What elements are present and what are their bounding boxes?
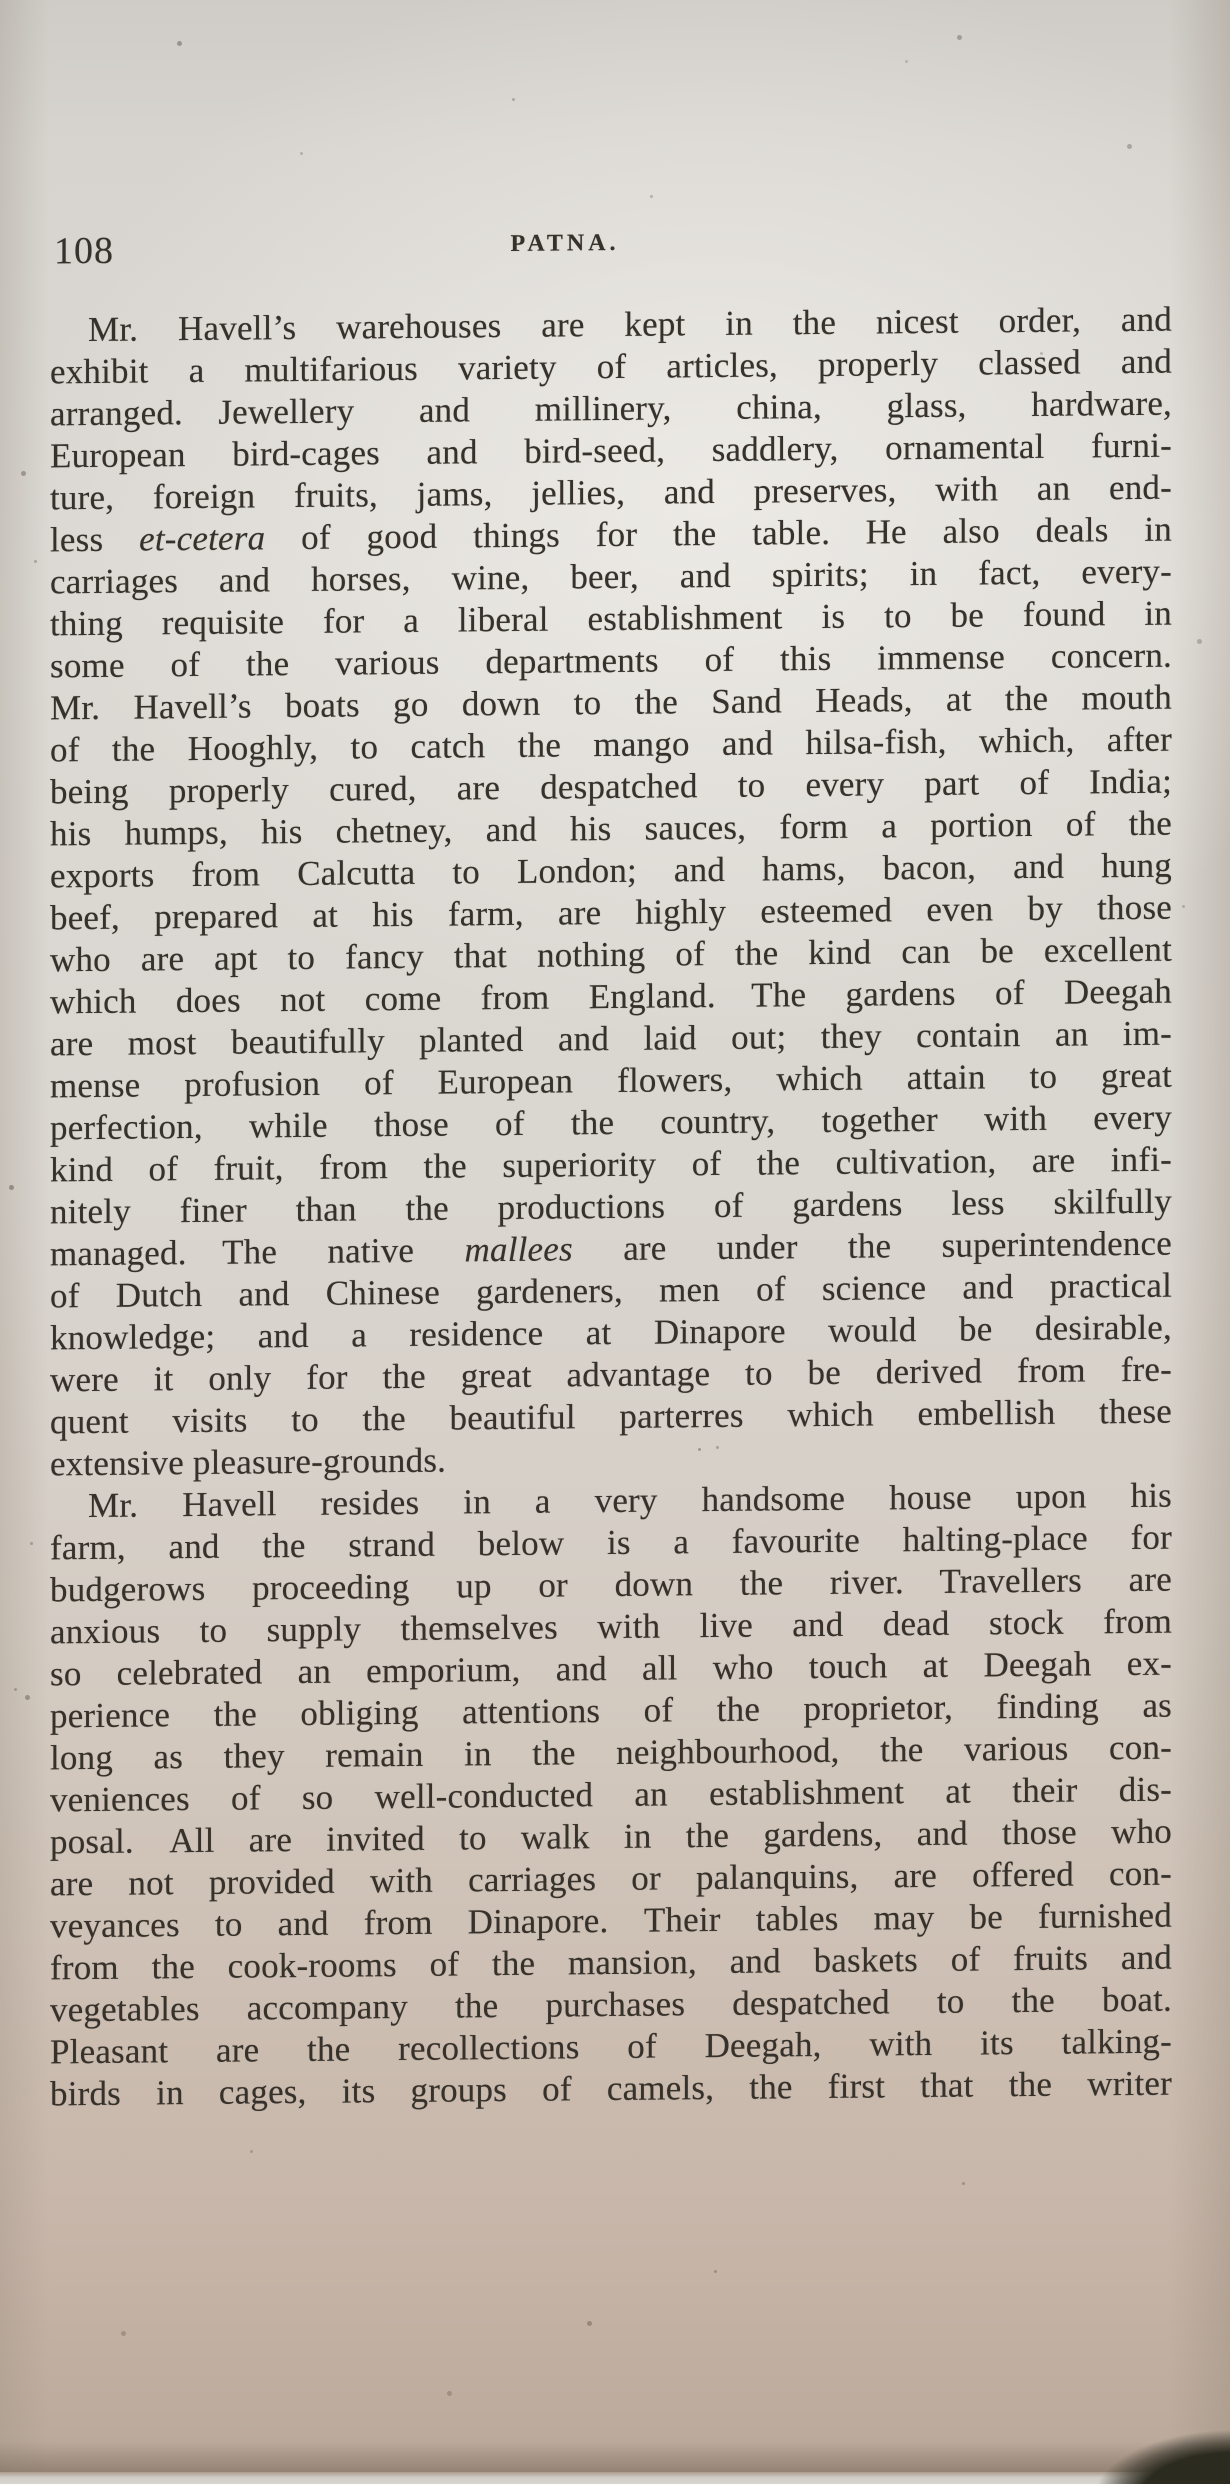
text-line: kind of fruit, from the superiority of the cultivation, are infi- — [50, 1139, 1172, 1190]
text-line: were it only for the great advantage to be derived from fre- — [50, 1349, 1172, 1400]
text-line: birds in cages, its groups of camels, the first that the writer — [50, 2063, 1172, 2114]
text-line: less et-cetera of good things for the table. He also deals in — [50, 509, 1172, 560]
text-line: who are apt to fancy that nothing of the kind can be excellent — [50, 929, 1172, 980]
text-line: beef, prepared at his farm, are highly esteemed even by those — [50, 887, 1172, 938]
text-line: perfection, while those of the country, together with every — [50, 1097, 1172, 1148]
text-line: posal. All are invited to walk in the gardens, and those who — [50, 1811, 1172, 1862]
text-line: being properly cured, are despatched to every part of India; — [50, 761, 1172, 812]
text-line: quent visits to the beautiful parterres which embellish these — [50, 1391, 1172, 1442]
text-line: veniences of so well-conducted an establishment at their dis- — [50, 1769, 1172, 1820]
text-line: are not provided with carriages or palanquins, are offered con- — [50, 1853, 1172, 1904]
text-line: extensive pleasure-grounds. — [50, 1440, 447, 1484]
text-line: veyances to and from Dinapore. Their tables may be furnished — [50, 1895, 1172, 1946]
text-line: Pleasant are the recollections of Deegah, with its talking- — [50, 2021, 1172, 2072]
text-line: perience the obliging attentions of the proprietor, finding as — [50, 1685, 1172, 1736]
text-line: from the cook-rooms of the mansion, and baskets of fruits and — [50, 1937, 1172, 1988]
text-line: arranged. Jewellery and millinery, china, glass, hardware, — [50, 383, 1172, 434]
text-line: so celebrated an emporium, and all who touch at Deegah ex- — [50, 1643, 1172, 1694]
text-line: nitely finer than the productions of gardens less skilfully — [50, 1181, 1172, 1232]
text-line: farm, and the strand below is a favourite halting-place for — [50, 1517, 1172, 1568]
text-line: some of the various departments of this immense concern. — [50, 635, 1172, 686]
text-line: carriages and horses, wine, beer, and spirits; in fact, every- — [50, 551, 1172, 602]
text-line: exhibit a multifarious variety of articles, properly classed and — [50, 341, 1172, 392]
text-line: which does not come from England. The gardens of Deegah — [50, 971, 1172, 1022]
page-corner-shadow — [1040, 2394, 1230, 2484]
text-line: exports from Calcutta to London; and hams, bacon, and hung — [50, 845, 1172, 896]
page-header — [50, 219, 1172, 310]
text-line: thing requisite for a liberal establishment is to be found in — [50, 593, 1172, 644]
text-line: European bird-cages and bird-seed, saddlery, ornamental furni- — [50, 425, 1172, 476]
text-line: budgerows proceeding up or down the river. Travellers are — [50, 1559, 1172, 1610]
running-header: PATNA. — [510, 229, 620, 257]
paper-speckles — [0, 0, 3, 3]
text-line: ture, foreign fruits, jams, jellies, and preserves, with an end- — [50, 467, 1172, 518]
text-line: vegetables accompany the purchases despatched to the boat. — [50, 1979, 1172, 2030]
text-line: anxious to supply themselves with live and dead stock from — [50, 1601, 1172, 1652]
text-line: managed. The native mallees are under the superintendence — [50, 1223, 1172, 1274]
text-line: knowledge; and a residence at Dinapore would be desirable, — [50, 1307, 1172, 1358]
text-block — [50, 299, 1172, 2116]
text-line: Mr. Havell resides in a very handsome house upon his — [88, 1475, 1172, 1526]
paragraph — [50, 299, 1172, 1486]
text-line: long as they remain in the neighbourhood, the various con- — [50, 1727, 1172, 1778]
text-line: of Dutch and Chinese gardeners, men of science and practical — [50, 1265, 1172, 1316]
text-line: his humps, his chetney, and his sauces, form a portion of the — [50, 803, 1172, 854]
text-line: Mr. Havell’s boats go down to the Sand Heads, at the mouth — [50, 677, 1172, 728]
page-number: 108 — [54, 229, 114, 273]
text-line: mense profusion of European flowers, which attain to great — [50, 1055, 1172, 1106]
text-line: Mr. Havell’s warehouses are kept in the nicest order, and — [88, 299, 1172, 350]
text-line: are most beautifully planted and laid out; they contain an im- — [50, 1013, 1172, 1064]
text-line: of the Hooghly, to catch the mango and hilsa-fish, which, after — [50, 719, 1172, 770]
paragraph — [50, 1475, 1172, 2116]
page-content — [50, 219, 1172, 2116]
